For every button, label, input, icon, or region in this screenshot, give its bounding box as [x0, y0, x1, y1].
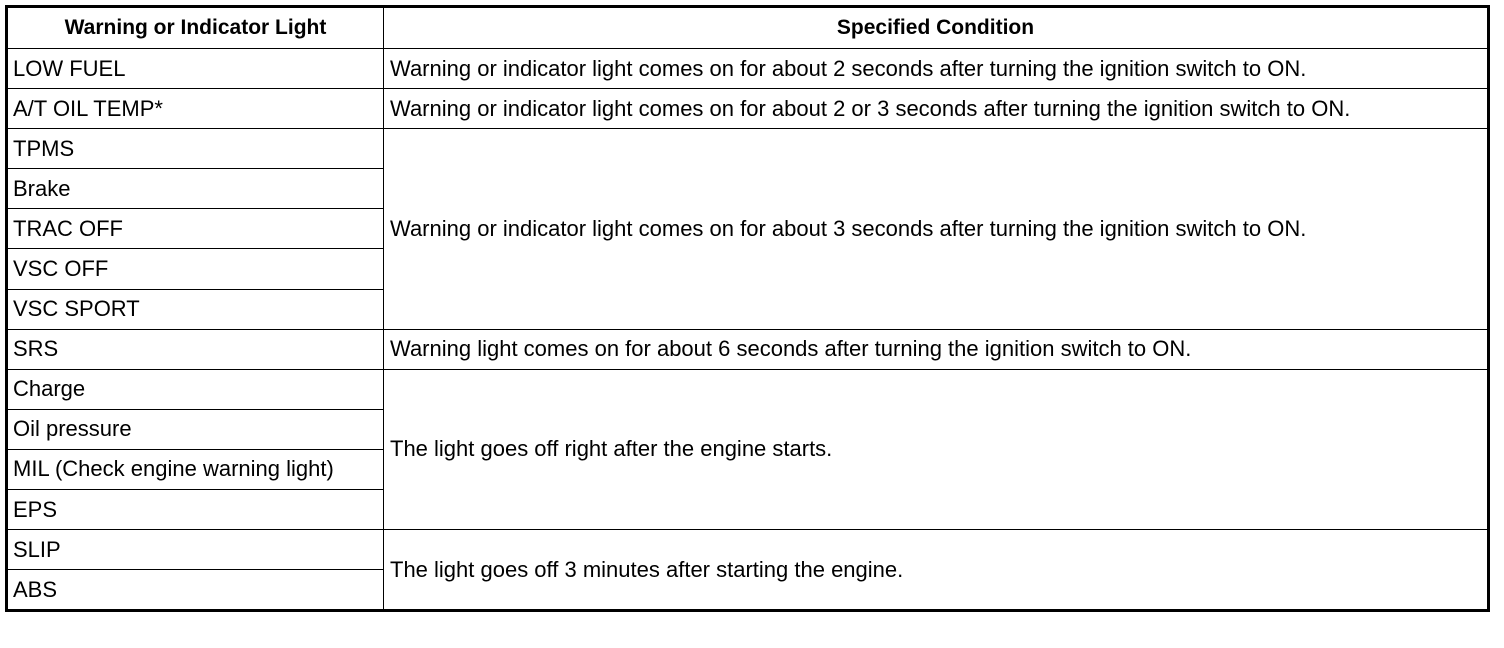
- light-name: VSC OFF: [7, 249, 384, 289]
- condition-text: Warning light comes on for about 6 seconds after turning the ignition switch to ON.: [384, 329, 1489, 369]
- header-specified-condition: Specified Condition: [384, 7, 1489, 49]
- table-row: [7, 49, 1489, 89]
- light-name: Brake: [7, 169, 384, 209]
- table-row: [7, 129, 1489, 169]
- table-row: [7, 329, 1489, 369]
- light-name: EPS: [7, 490, 384, 530]
- light-name: Charge: [7, 369, 384, 409]
- light-name: ABS: [7, 570, 384, 611]
- light-name: TRAC OFF: [7, 209, 384, 249]
- light-name: LOW FUEL: [7, 49, 384, 89]
- light-name: Oil pressure: [7, 409, 384, 449]
- table-row: [7, 369, 1489, 409]
- light-name: A/T OIL TEMP*: [7, 89, 384, 129]
- light-name: SRS: [7, 329, 384, 369]
- light-name: VSC SPORT: [7, 289, 384, 329]
- header-warning-light: Warning or Indicator Light: [7, 7, 384, 49]
- light-name: SLIP: [7, 530, 384, 570]
- table-row: [7, 89, 1489, 129]
- light-name: TPMS: [7, 129, 384, 169]
- warning-light-spec-table: [5, 5, 1490, 612]
- light-name: MIL (Check engine warning light): [7, 449, 384, 489]
- condition-text: The light goes off right after the engine starts.: [384, 369, 1489, 529]
- header-row: [7, 7, 1489, 49]
- table-row: [7, 530, 1489, 570]
- condition-text: The light goes off 3 minutes after starting the engine.: [384, 530, 1489, 611]
- condition-text: Warning or indicator light comes on for about 3 seconds after turning the ignition switch to ON.: [384, 129, 1489, 329]
- condition-text: Warning or indicator light comes on for about 2 or 3 seconds after turning the ignition switch to ON.: [384, 89, 1489, 129]
- condition-text: Warning or indicator light comes on for about 2 seconds after turning the ignition switch to ON.: [384, 49, 1489, 89]
